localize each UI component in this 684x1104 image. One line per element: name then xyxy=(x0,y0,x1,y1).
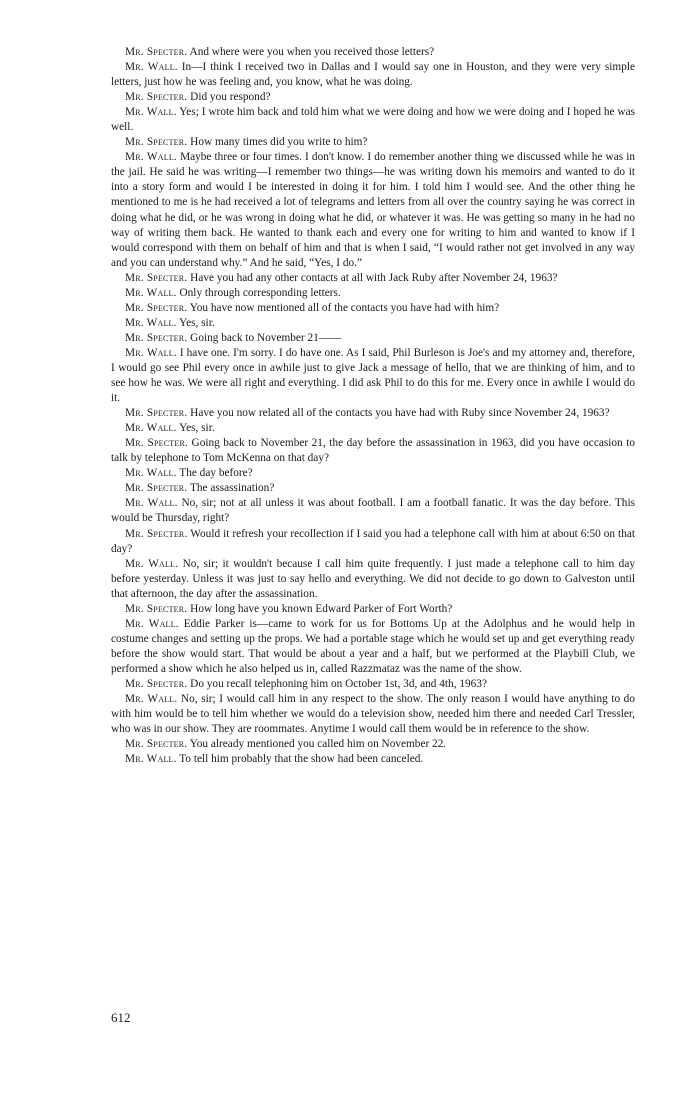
testimony-text: Have you had any other contacts at all with Jack Ruby after November 24, 1963? xyxy=(190,271,558,284)
speaker-label: Mr. Specter. xyxy=(125,91,188,104)
transcript-paragraph xyxy=(111,481,635,496)
testimony-text: And where were you when you received those letters? xyxy=(189,46,435,58)
testimony-text: Yes, sir. xyxy=(179,422,215,435)
speaker-label: Mr. Wall. xyxy=(125,316,177,329)
testimony-text: You have now mentioned all of the contacts you have had with him? xyxy=(189,301,500,314)
testimony-text: Have you now related all of the contacts you have had with Ruby since November 24, 1963? xyxy=(190,407,610,420)
transcript-paragraph xyxy=(111,557,635,602)
testimony-text: Eddie Parker is—came to work for us for Bottoms Up at the Adolphus and he would help in costume changes and setting up the props. We had a portable stage which he would set up and get everything ready before the show would start. That would be about a year and a half, but we performed at the Playbill Club, we performed a show which he also helped us in, called Razzmataz was the name of the show. xyxy=(111,617,635,675)
transcript-paragraph xyxy=(111,737,635,752)
testimony-text: No, sir; it wouldn't because I call him quite frequently. I just made a telephone call to him day before yesterday. Unless it was just to say hello and everything. We did not decide to go down to Galveston until that afternoon, the day after the assassination. xyxy=(111,557,635,600)
testimony-text: To tell him probably that the show had been canceled. xyxy=(179,753,424,766)
speaker-label: Mr. Specter. xyxy=(125,136,188,149)
testimony-text: The day before? xyxy=(179,467,253,480)
speaker-label: Mr. Specter. xyxy=(125,602,188,615)
speaker-label: Mr. Specter. xyxy=(125,677,188,690)
transcript-paragraph xyxy=(111,286,635,301)
speaker-label: Mr. Specter. xyxy=(125,738,188,751)
testimony-text: Only through corresponding letters. xyxy=(179,286,341,299)
transcript-paragraph xyxy=(111,90,635,105)
testimony-text: You already mentioned you called him on November 22. xyxy=(189,738,447,751)
transcript-paragraph xyxy=(111,752,635,767)
speaker-label: Mr. Wall. xyxy=(125,497,178,510)
transcript-paragraph xyxy=(111,346,635,406)
speaker-label: Mr. Wall. xyxy=(125,151,177,164)
speaker-label: Mr. Specter. xyxy=(125,482,188,495)
testimony-text: How many times did you write to him? xyxy=(190,136,368,149)
speaker-label: Mr. Wall. xyxy=(125,346,177,359)
speaker-label: Mr. Specter. xyxy=(125,46,188,58)
transcript-body xyxy=(111,45,635,767)
testimony-text: How long have you known Edward Parker of Fort Worth? xyxy=(190,602,453,615)
transcript-paragraph xyxy=(111,602,635,617)
testimony-text: Did you respond? xyxy=(190,91,271,104)
transcript-paragraph xyxy=(111,406,635,421)
transcript-paragraph xyxy=(111,150,635,270)
testimony-text: Yes, sir. xyxy=(179,316,215,329)
testimony-text: The assassination? xyxy=(189,482,275,495)
testimony-text: Yes; I wrote him back and told him what we were doing and how we were doing and I hoped he was well. xyxy=(111,106,636,134)
transcript-paragraph xyxy=(111,45,635,60)
transcript-paragraph xyxy=(111,301,635,316)
transcript-paragraph xyxy=(111,60,635,90)
speaker-label: Mr. Specter. xyxy=(125,271,188,284)
transcript-paragraph xyxy=(111,135,635,150)
transcript-paragraph xyxy=(111,692,635,737)
transcript-paragraph xyxy=(111,436,635,466)
speaker-label: Mr. Specter. xyxy=(125,301,188,314)
speaker-label: Mr. Wall. xyxy=(125,61,178,74)
transcript-paragraph xyxy=(111,496,635,526)
testimony-text: Going back to November 21—— xyxy=(190,331,342,344)
testimony-text: No, sir; not at all unless it was about football. I am a football fanatic. It was the day before. This would be Thursday, right? xyxy=(111,497,635,525)
testimony-text: I have one. I'm sorry. I do have one. As I said, Phil Burleson is Joe's and my attorney and, therefore, I would go see Phil every once in awhile just to give Jack a message of hello, that we are thinking of him, and to see how he was. We were all right and everything. I did ask Phil to do this for me. Every once in awhile I would do it. xyxy=(111,346,635,405)
transcript-paragraph xyxy=(111,421,635,436)
page-number: 612 xyxy=(111,1010,131,1025)
testimony-text: Would it refresh your recollection if I said you had a telephone call with him at about 6:50 on that day? xyxy=(111,527,635,555)
speaker-label: Mr. Wall. xyxy=(125,467,177,480)
testimony-text: Do you recall telephoning him on October 1st, 3d, and 4th, 1963? xyxy=(190,677,487,690)
transcript-paragraph xyxy=(111,677,635,692)
transcript-paragraph xyxy=(111,466,635,481)
transcript-paragraph xyxy=(111,331,635,346)
testimony-text: Going back to November 21, the day before the assassination in 1963, did you have occasion to talk by telephone to Tom McKenna on that day? xyxy=(111,437,635,465)
testimony-text: In—I think I received two in Dallas and I would say one in Houston, and they were very simple letters, just how he was feeling and, you know, what he was doing. xyxy=(111,61,635,89)
speaker-label: Mr. Specter. xyxy=(125,437,189,450)
speaker-label: Mr. Wall. xyxy=(125,617,179,630)
testimony-text: Maybe three or four times. I don't know. I do remember another thing we discussed while he was in the jail. He said he was writing—I remember two things—he was writing down his memoirs and wanted to do it into a story form and would I be interested in doing it for him. I told him I would see. And the other thing he mentioned to me is he had received a lot of telegrams and letters from all over the country saying he was correct in doing what he did, or he was wrong in doing what he did, or whatever it was. He was getting so many in he had no way of writing them back. He wanted to thank each and every one for writing to him and wanted to know if I would correspond with them on behalf of him and that is when I said, “I would rather not get involved in any way and you can understand why.” And he said, “Yes, I do.” xyxy=(111,151,635,269)
transcript-paragraph xyxy=(111,316,635,331)
speaker-label: Mr. Wall. xyxy=(125,557,179,570)
transcript-paragraph xyxy=(111,105,635,135)
speaker-label: Mr. Specter. xyxy=(125,331,188,344)
speaker-label: Mr. Wall. xyxy=(125,106,177,119)
speaker-label: Mr. Wall. xyxy=(125,693,178,706)
transcript-paragraph xyxy=(111,271,635,286)
transcript-paragraph xyxy=(111,617,635,677)
speaker-label: Mr. Wall. xyxy=(125,753,177,766)
testimony-text: No, sir; I would call him in any respect to the show. The only reason I would have anything to do with him would be to tell him whether we would do a television show, needed him there and needed Carl Tressler, who was in our show. They are roommates. Anytime I would call them would be in reference to the show. xyxy=(111,693,635,736)
speaker-label: Mr. Wall. xyxy=(125,286,177,299)
speaker-label: Mr. Specter. xyxy=(125,527,188,540)
transcript-paragraph xyxy=(111,527,635,557)
speaker-label: Mr. Specter. xyxy=(125,407,188,420)
speaker-label: Mr. Wall. xyxy=(125,422,177,435)
